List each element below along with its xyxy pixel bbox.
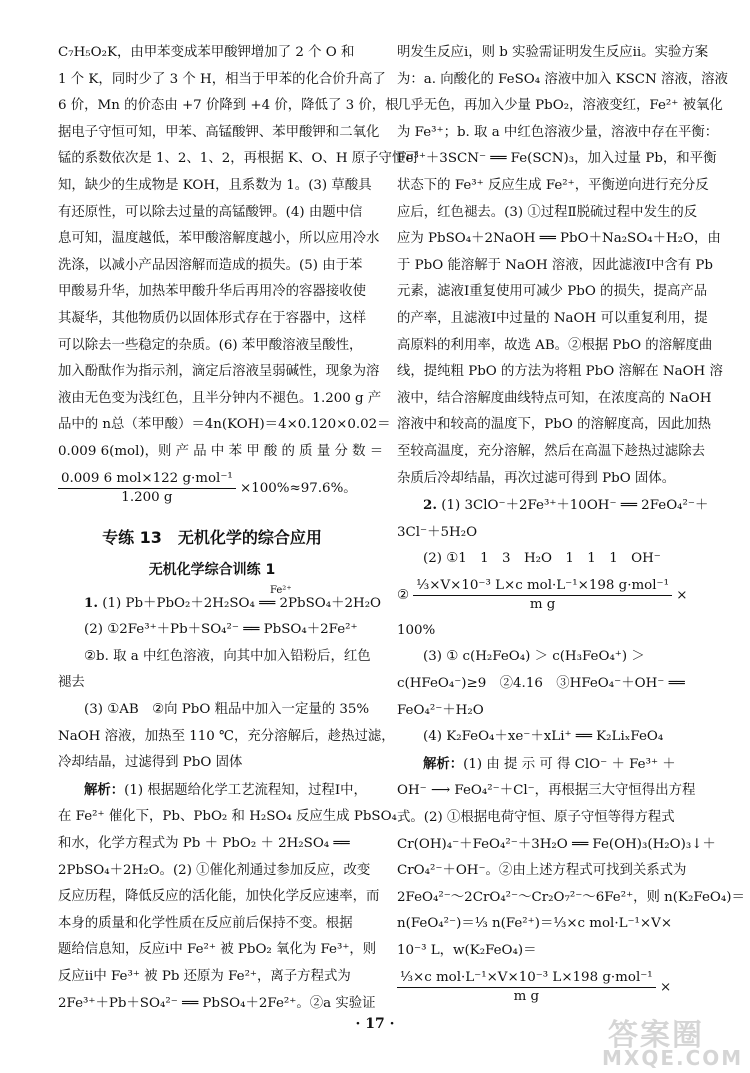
text-line: C₇H₅O₂K，由甲苯变成苯甲酸钾增加了 2 个 O 和 xyxy=(58,45,355,60)
text-line: 息可知，温度越低，苯甲酸溶解度越小，所以应用冷水 xyxy=(58,231,380,247)
text-line: 和水，化学方程式为 Pb ＋ PbO₂ ＋ 2H₂SO₄ ══ xyxy=(58,836,350,852)
text-line: 反应ⅱ中 Fe³⁺ 被 Pb 还原为 Fe²⁺，离子方程式为 xyxy=(58,969,351,984)
fraction-tail: ×100%≈97.6%。 xyxy=(240,480,357,496)
section-title: 专练 13 无机化学的综合应用 xyxy=(102,527,322,547)
left-column xyxy=(58,40,419,1017)
text-line: 的产率，且滤液Ⅰ中过量的 NaOH 可以重复利用，提 xyxy=(397,310,708,326)
text-line: 线，提纯粗 PbO 的方法为将粗 PbO 溶解在 NaOH 溶 xyxy=(397,364,723,380)
mass-fraction-formula xyxy=(58,470,366,507)
text-line: n(FeO₄²⁻)＝⅓ n(Fe²⁺)＝⅓×c mol·L⁻¹×V× xyxy=(397,916,673,932)
text-line: CrO₄²⁻＋OH⁻。②由上述方程式可找到关系式为 xyxy=(397,863,687,879)
fraction xyxy=(397,969,656,1006)
text-line: (3) ① c(H₂FeO₄) ＞ c(H₃FeO₄⁺) ＞ xyxy=(423,649,645,665)
text-line: 1 个 K，同时少了 3 个 H，相当于甲苯的化合价升高了 xyxy=(58,71,386,87)
q2-equation-line xyxy=(397,492,709,520)
text-line: 为 Fe³⁺；b. 取 a 中红色溶液少量，溶液中存在平衡： xyxy=(397,124,719,140)
text-line: 甲酸易升华，加热苯甲酸升华后再用冷的容器接收使 xyxy=(58,284,366,300)
text-line: 杂质后冷却结晶，再次过滤可得到 PbO 固体。 xyxy=(397,470,676,486)
fraction-denominator: m g xyxy=(529,596,556,612)
text-line: 题给信息知，反应ⅰ中 Fe²⁺ 被 PbO₂ 氧化为 Fe³⁺，则 xyxy=(58,942,377,958)
text-line: 6 价，Mn 的价态由 +7 价降到 +4 价，降低了 3 价，根 xyxy=(58,98,399,114)
watermark-logo xyxy=(600,1010,750,1070)
fraction-tail: × xyxy=(659,979,672,995)
subsection-title: 无机化学综合训练 1 xyxy=(148,562,276,579)
page-number: · 17 · xyxy=(355,1016,395,1032)
text-line: 几乎无色，再加入少量 PbO₂，溶液变红，Fe²⁺ 被氧化 xyxy=(397,98,723,114)
text-line: (4) K₂FeO₄＋xe⁻＋xLi⁺ ══ K₂LiₓFeO₄ xyxy=(423,729,664,745)
text-line: 溶液中和较高的温度下，PbO 的溶解度高，因此加热 xyxy=(397,417,712,433)
catalyst-label: Fe²⁺ xyxy=(270,584,292,596)
final-fraction-formula xyxy=(397,969,705,1006)
fraction-denominator: 1.200 g xyxy=(121,489,173,505)
watermark-text: 答案圈 xyxy=(608,1018,704,1053)
text-line: 冷却结晶，过滤得到 PbO 固体 xyxy=(58,755,243,771)
text-line: 2Fe³⁺＋Pb＋SO₄²⁻ ══ PbSO₄＋2Fe²⁺。②a 实验证 xyxy=(58,995,376,1011)
text-line: 据电子守恒可知，甲苯、高锰酸钾、苯甲酸钾和二氧化 xyxy=(58,124,380,140)
fraction-numerator: ⅓×V×10⁻³ L×c mol·L⁻¹×198 g·mol⁻¹ xyxy=(413,577,672,596)
fraction xyxy=(413,577,672,614)
text-line: 高原料的利用率，故选 AB。②根据 PbO 的溶解度曲 xyxy=(397,337,713,353)
text-line: OH⁻ ⟶ FeO₄²⁻＋Cl⁻，再根据三大守恒得出方程 xyxy=(397,783,696,799)
text-line: 为：a. 向酸化的 FeSO₄ 溶液中加入 KSCN 溶液，溶液 xyxy=(397,71,728,87)
analysis-2 xyxy=(397,751,745,1006)
q2-fraction-formula xyxy=(397,577,705,614)
analysis-text: (1) 根据题给化学工艺流程知，过程Ⅰ中， xyxy=(124,782,367,798)
question-number: 2. xyxy=(423,497,437,514)
text-line: 2FeO₄²⁻～2CrO₄²⁻～Cr₂O₇²⁻～6Fe²⁺，则 n(K₂FeO₄)＝ xyxy=(397,889,745,905)
text-line: 液由无色变为浅红色，且半分钟内不褪色。1.200 g 产 xyxy=(58,390,382,406)
text-line: 式。(2) ①根据电荷守恒、原子守恒等得方程式 xyxy=(397,810,675,826)
text-line: 应为 PbSO₄＋2NaOH ══ PbO＋Na₂SO₄＋H₂O，由 xyxy=(397,231,721,247)
text-line: 3Cl⁻＋5H₂O xyxy=(397,524,478,540)
text-line: 知，缺少的生成物是 KOH，且系数为 1。(3) 草酸具 xyxy=(58,177,372,193)
text-line: 反应历程，降低反应的活化能，加快化学反应速率，而 xyxy=(58,889,380,905)
fraction xyxy=(58,470,236,507)
text-line: 于 PbO 能溶解于 NaOH 溶液，因此滤液Ⅰ中含有 Pb xyxy=(397,257,713,273)
question-number: 1. xyxy=(84,594,98,611)
text-line: 洗涤，以减小产品因溶解而造成的损失。(5) 由于苯 xyxy=(58,257,363,273)
q2-equation: (1) 3ClO⁻＋2Fe³⁺＋10OH⁻ ══ 2FeO₄²⁻＋ xyxy=(441,498,709,514)
text-line: 加入酚酞作为指示剂，滴定后溶液呈弱碱性，现象为溶 xyxy=(58,364,380,380)
text-line: 品中的 n总（苯甲酸）＝4n(KOH)＝4×0.120×0.02＝ xyxy=(58,417,391,433)
text-line: (2) ①2Fe³⁺＋Pb＋SO₄²⁻ ══ PbSO₄＋2Fe²⁺ xyxy=(84,622,358,638)
text-line: NaOH 溶液，加热至 110 ℃，充分溶解后，趁热过滤， xyxy=(58,728,395,744)
text-line: 褪去 xyxy=(58,675,85,691)
text-line: 本身的质量和化学性质在反应前后保持不变。根据 xyxy=(58,915,353,931)
fraction-denominator: m g xyxy=(513,988,540,1004)
text-line: 2PbSO₄＋2H₂O。(2) ①催化剂通过参加反应，改变 xyxy=(58,862,371,878)
text-line: ②b. 取 a 中红色溶液，向其中加入铅粉后，红色 xyxy=(84,648,371,664)
text-line: Fe³⁺＋3SCN⁻ ══ Fe(SCN)₃，加入过量 Pb，和平衡 xyxy=(397,151,717,167)
text-line: 在 Fe²⁺ 催化下，Pb、PbO₂ 和 H₂SO₄ 反应生成 PbSO₄ xyxy=(58,809,397,825)
text-line: (3) ①AB ②向 PbO 粗品中加入一定量的 35% xyxy=(84,702,370,718)
fraction-numerator: ⅓×c mol·L⁻¹×V×10⁻³ L×198 g·mol⁻¹ xyxy=(397,969,656,988)
text-line: 状态下的 Fe³⁺ 反应生成 Fe²⁺，平衡逆向进行充分反 xyxy=(397,177,709,193)
q1-equation: (1) Pb＋PbO₂＋2H₂SO₄ ══ 2PbSO₄＋2H₂O xyxy=(102,595,382,611)
text-line xyxy=(397,751,705,779)
question-2-answer xyxy=(397,492,709,751)
analysis-1 xyxy=(58,777,397,1017)
watermark-url: MXQE.COM xyxy=(602,1046,744,1070)
text-line: 至较高温度，充分溶解，然后在高温下趁热过滤除去 xyxy=(397,443,705,459)
text-line: 元素，滤液Ⅰ重复使用可减少 PbO 的损失，提高产品 xyxy=(397,284,708,300)
text-line: 可以除去一些稳定的杂质。(6) 苯甲酸溶液呈酸性， xyxy=(58,337,363,353)
text-line: 有还原性，可以除去过量的高锰酸钾。(4) 由题中信 xyxy=(58,204,363,220)
text-line: Cr(OH)₄⁻＋FeO₄²⁻＋3H₂O ══ Fe(OH)₃(H₂O)₃↓＋ xyxy=(397,836,716,852)
text-line: 应后，红色褪去。(3) ①过程Ⅱ脱硫过程中发生的反 xyxy=(397,204,698,220)
circled-number: ② xyxy=(397,587,410,603)
text-line: FeO₄²⁻＋H₂O xyxy=(397,702,484,718)
right-column xyxy=(397,40,745,1010)
text-line: 0.009 6(mol)，则 产 品 中 苯 甲 酸 的 质 量 分 数 ＝ xyxy=(58,443,384,459)
question-1-answer xyxy=(58,584,395,777)
fraction-numerator: 0.009 6 mol×122 g·mol⁻¹ xyxy=(58,470,236,489)
text-line xyxy=(58,777,366,805)
q1-equation-line xyxy=(58,584,382,618)
text-line: 10⁻³ L，w(K₂FeO₄)＝ xyxy=(397,943,537,958)
text-line: 液中，结合溶解度曲线特点可知，在浓度高的 NaOH xyxy=(397,390,712,406)
analysis-text: (1) 由 提 示 可 得 ClO⁻ ＋ Fe³⁺ ＋ xyxy=(463,756,676,772)
text-line: c(HFeO₄⁻)≥9 ②4.16 ③HFeO₄⁻＋OH⁻ ══ xyxy=(397,676,685,692)
analysis-label: 解析： xyxy=(423,755,464,772)
fraction-tail: × xyxy=(676,587,688,603)
text-line: 100% xyxy=(397,622,436,638)
analysis-1-continued xyxy=(397,40,728,492)
text-line: 锰的系数依次是 1、2、1、2，再根据 K、O、H 原子守恒可 xyxy=(58,151,419,167)
text-line: 明发生反应ⅰ，则 b 实验需证明发生反应ⅱ。实验方案 xyxy=(397,45,709,60)
analysis-label: 解析： xyxy=(84,781,125,798)
text-line: (2) ①1 1 3 H₂O 1 1 1 OH⁻ xyxy=(423,551,661,567)
text-line: 其凝华，其他物质仍以固体形式存在于容器中，这样 xyxy=(58,310,366,326)
answer-paragraph xyxy=(58,40,419,507)
